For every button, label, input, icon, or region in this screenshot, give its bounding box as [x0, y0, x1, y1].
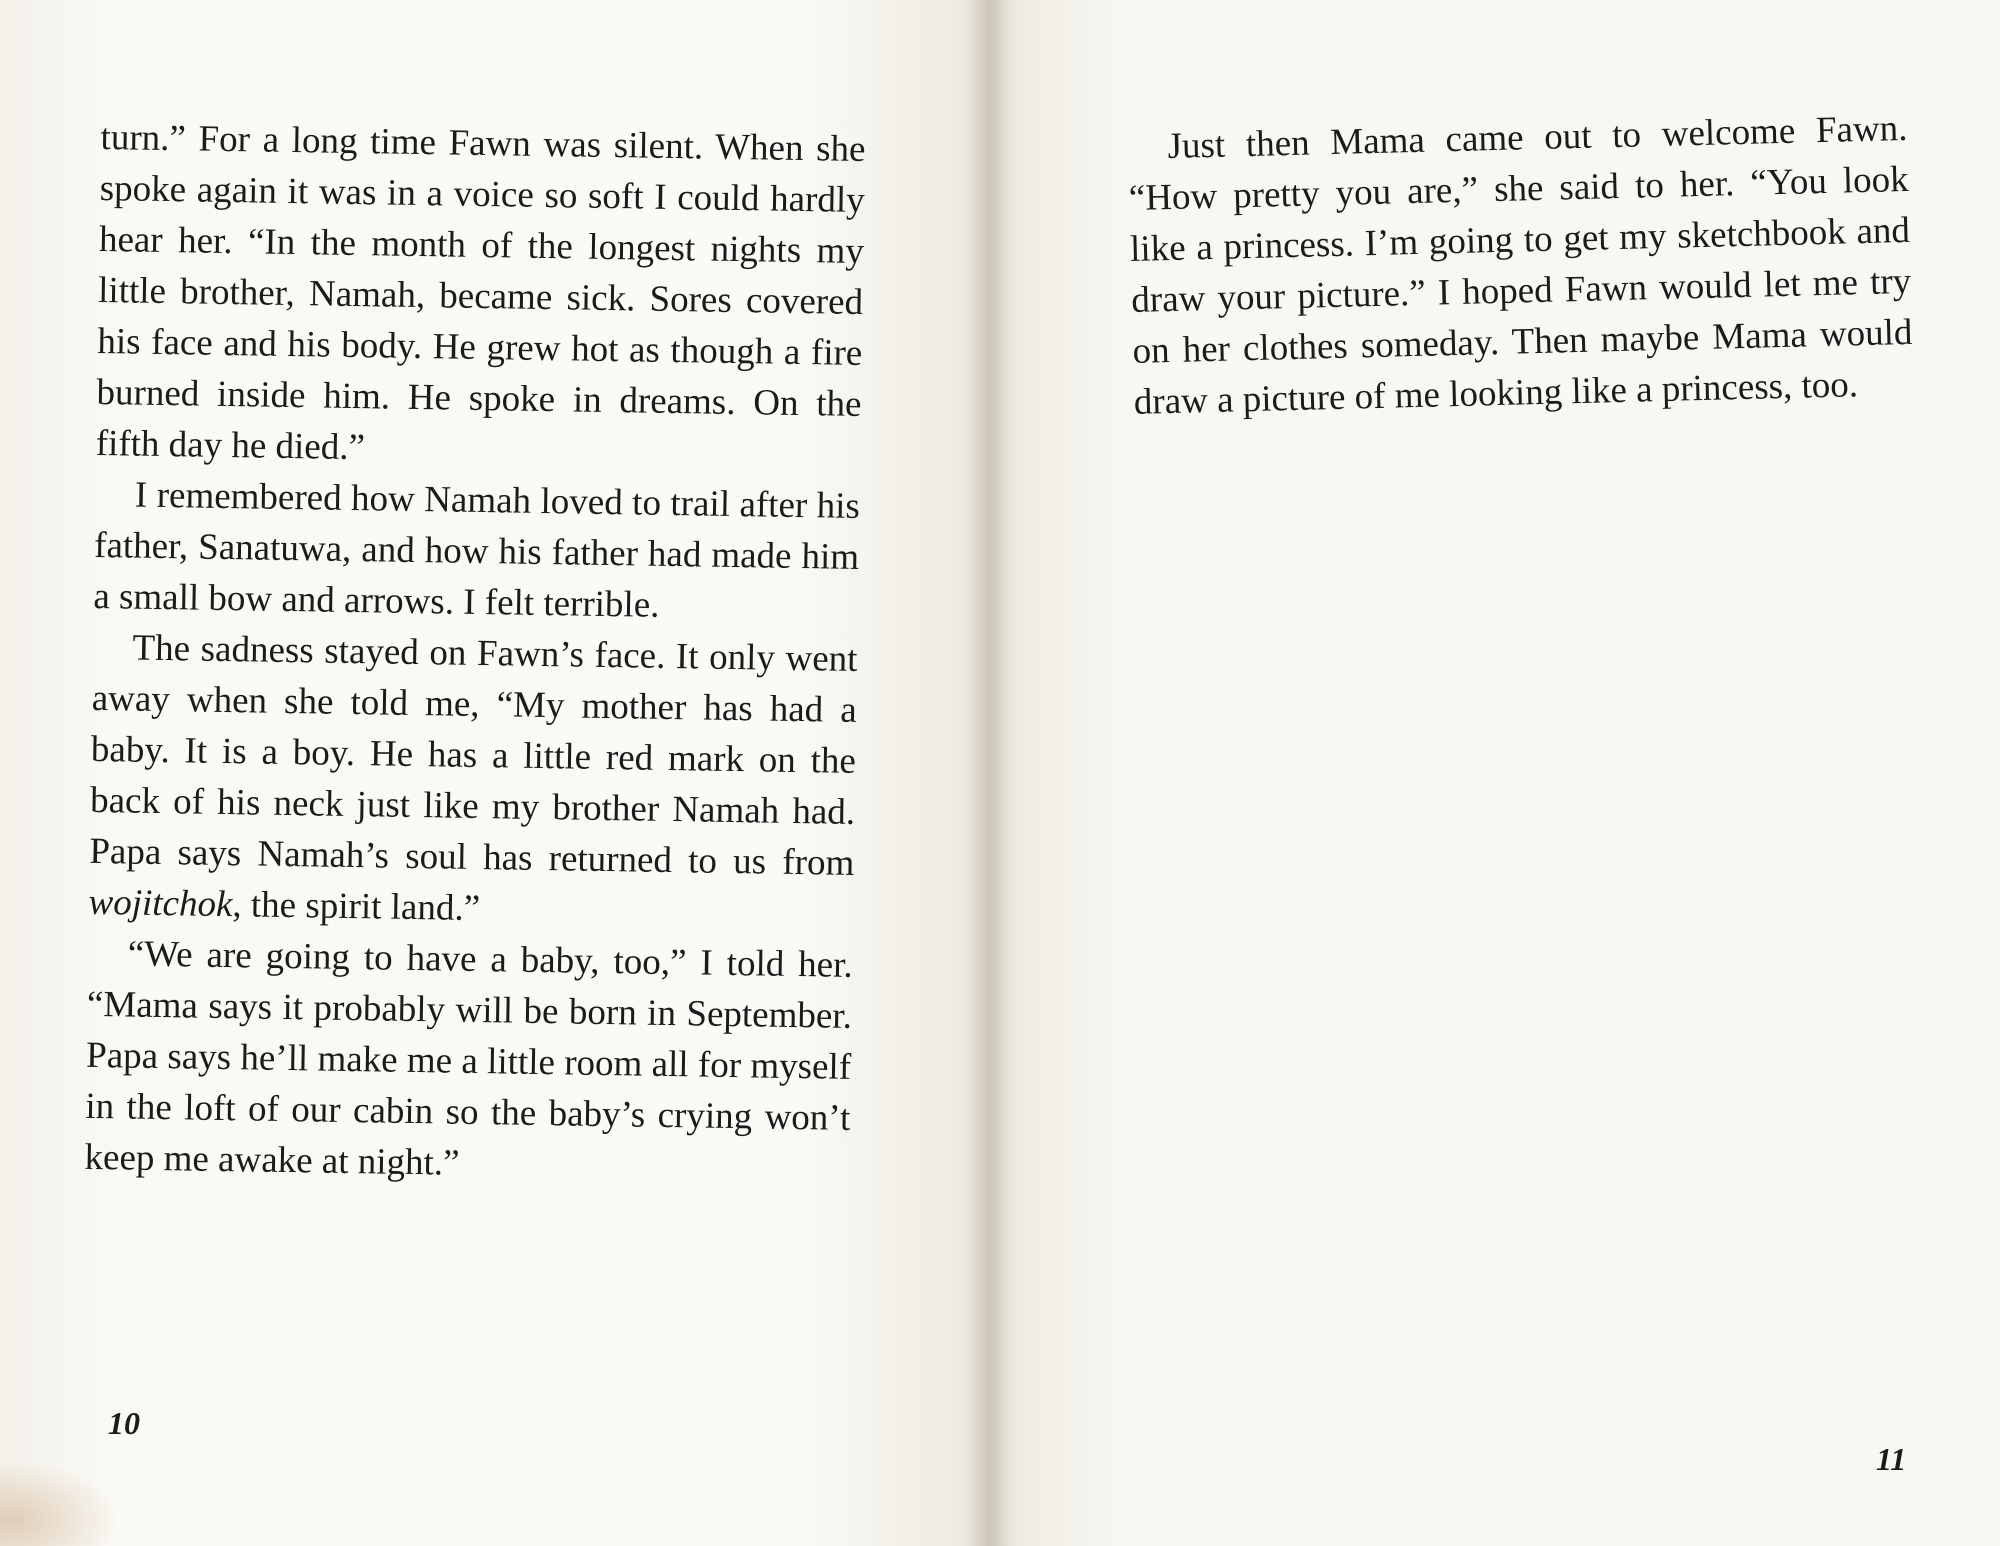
page-number: 10 [108, 1405, 140, 1441]
page-stain [0, 1460, 120, 1546]
book-gutter [970, 0, 1010, 1546]
left-page-text [84, 112, 866, 1195]
right-page-text [1127, 103, 1914, 428]
paragraph: The sadness stayed on Fawn’s face. It only went away when she told me, “My mother has had a baby. It is a boy. He has a little red mark on the back of his neck just like my brother Namah had. Papa says Namah’s soul has returned to us from wojitchok, the spirit land.” [88, 627, 858, 930]
paragraph: I remembered how Namah loved to trail after his father, Sanatuwa, and how his father had made him a small bow and arrows. I felt terrible. [93, 474, 861, 626]
left-page [0, 0, 988, 1546]
paragraph: “We are going to have a baby, too,” I told her. “Mama says it probably will be born in September. Papa says he’ll make me a little room all for myself in the loft of our cabin so the baby’s crying won’t keep me awake at night.” [84, 933, 854, 1184]
italic-word: wojitchok [88, 881, 233, 926]
page-number: 11 [1876, 1441, 1907, 1477]
paragraph: Just then Mama came out to welcome Fawn. “How pretty you are,” she said to her. “You look like a princess. I’m going to get my sketchbook and draw your picture.” I hoped Fawn would let me try on her clothes someday. Then maybe Mama would draw a picture of me looking like a princess, too. [1128, 107, 1913, 423]
paragraph: turn.” For a long time Fawn was silent. When she spoke again it was in a voice so soft I could hardly hear her. “In the month of the longest nights my little brother, Namah, became sick. Sores covered his face and his body. He grew hot as though a fire burned inside him. He spoke in dreams. On the fifth day he died.” [95, 116, 866, 469]
